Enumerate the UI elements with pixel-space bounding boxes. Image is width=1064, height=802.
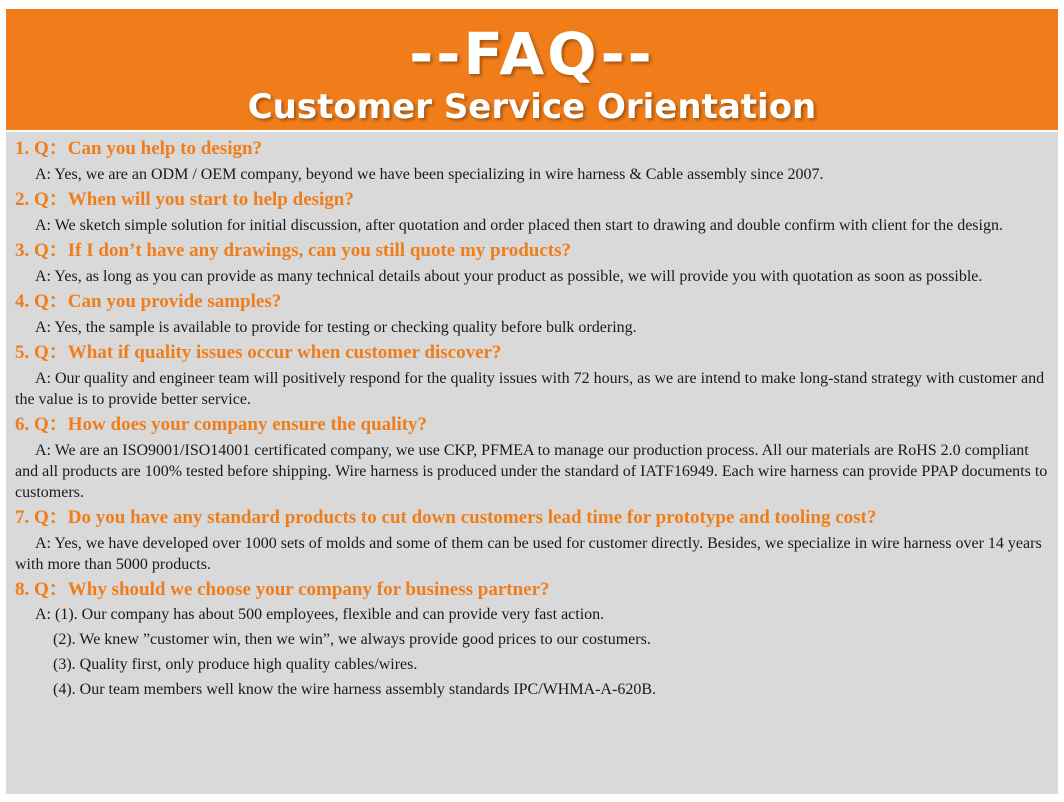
faq-question: 3. Q：If I don’t have any drawings, can you still quote my products? — [15, 240, 572, 261]
list-item: (3). Quality first, only produce high quality cables/wires. — [53, 656, 418, 673]
list-item: A: (1). Our company has about 500 employees, flexible and can provide very fast action. — [35, 606, 605, 623]
faq-item — [15, 137, 1050, 185]
faq-question: 2. Q：When will you start to help design? — [15, 189, 354, 210]
list-item: (2). We knew ”customer win, then we win”, we always provide good prices to our costumers. — [53, 631, 651, 648]
faq-question: 6. Q：How does your company ensure the quality? — [15, 414, 428, 435]
faq-item — [15, 188, 1050, 236]
faq-question: 8. Q：Why should we choose your company for business partner? — [15, 579, 550, 600]
faq-answer: A: Yes, we are an ODM / OEM company, beyond we have been specializing in wire harness & Cable assembly since 2007. — [35, 166, 824, 183]
faq-answer: A: We are an ISO9001/ISO14001 certificated company, we use CKP, PFMEA to manage our production process. All our materials are RoHS 2.0 compliant and all products are 100% tested before shipping. Wire harness is produced under the standard of IATF16949. Each wire harness can provide PPAP documents to customers. — [15, 442, 1048, 501]
page-subtitle: Customer Service Orientation — [247, 87, 817, 127]
page-title: --FAQ-- — [409, 20, 655, 88]
faq-answer: A: Yes, the sample is available to provide for testing or checking quality before bulk ordering. — [35, 319, 637, 336]
bottom-margin — [0, 794, 1064, 802]
faq-item — [15, 239, 1050, 287]
faq-item — [15, 578, 1050, 700]
faq-question: 5. Q：What if quality issues occur when customer discover? — [15, 342, 502, 363]
faq-question: 4. Q：Can you provide samples? — [15, 291, 282, 312]
faq-item — [15, 341, 1050, 410]
faq-answer: A: Our quality and engineer team will positively respond for the quality issues with 72 hours, as we are intend to make long-stand strategy with customer and the value is to provide better service. — [15, 370, 1045, 408]
faq-answer: A: Yes, as long as you can provide as many technical details about your product as possible, we will provide you with quotation as soon as possible. — [35, 268, 983, 285]
faq-question: 1. Q：Can you help to design? — [15, 138, 263, 159]
faq-item — [15, 290, 1050, 338]
faq-answer: A: Yes, we have developed over 1000 sets of molds and some of them can be used for customer directly. Besides, we specialize in wire harness over 14 years with more than 5000 products. — [15, 535, 1042, 573]
list-item: (4). Our team members well know the wire harness assembly standards IPC/WHMA-A-620B. — [53, 681, 656, 698]
faq-question: 7. Q：Do you have any standard products to cut down customers lead time for prototype and tooling cost? — [15, 507, 877, 528]
faq-item — [15, 413, 1050, 503]
faq-answer-list — [15, 604, 1050, 700]
faq-item — [15, 506, 1050, 575]
faq-panel — [6, 132, 1058, 794]
faq-answer: A: We sketch simple solution for initial discussion, after quotation and order placed then start to drawing and double confirm with client for the design. — [35, 217, 1003, 234]
faq-header-banner — [6, 9, 1058, 130]
